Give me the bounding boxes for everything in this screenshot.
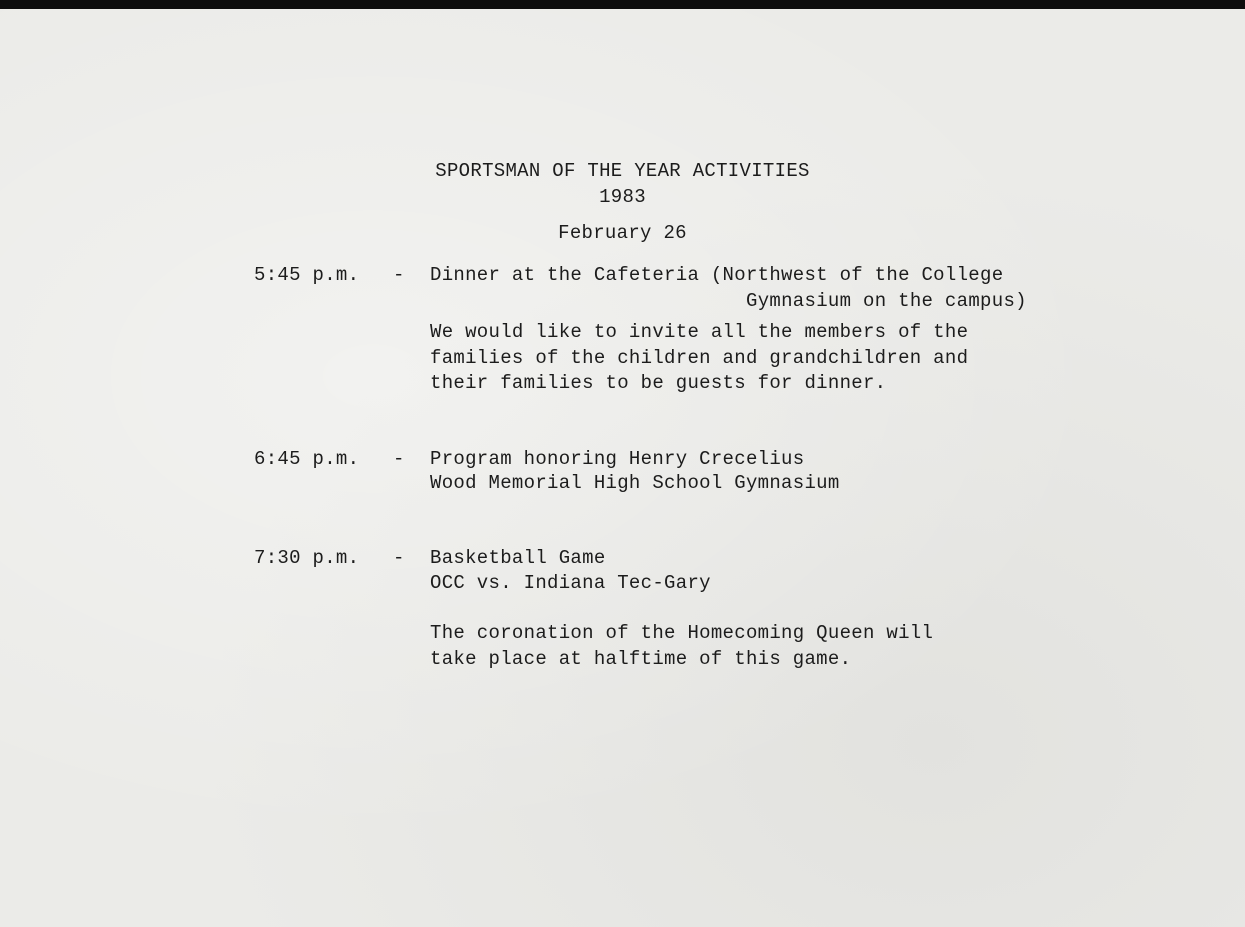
schedule-event-3-line-2: OCC vs. Indiana Tec-Gary [430, 572, 711, 594]
schedule-note-1-line-3: their families to be guests for dinner. [430, 372, 887, 394]
schedule-time-3: 7:30 p.m. [254, 547, 360, 569]
document-title: SPORTSMAN OF THE YEAR ACTIVITIES [435, 160, 810, 182]
schedule-event-1-line-2: Gymnasium on the campus) [746, 290, 1027, 312]
schedule-time-2: 6:45 p.m. [254, 448, 360, 470]
document-year: 1983 [599, 186, 646, 208]
scan-border [0, 0, 1245, 9]
schedule-event-3-line-1: Basketball Game [430, 547, 606, 569]
schedule-separator-2: - [393, 448, 405, 470]
schedule-note-1-line-2: families of the children and grandchildren and [430, 347, 969, 369]
schedule-note-3-line-1: The coronation of the Homecoming Queen will [430, 622, 934, 644]
schedule-separator-1: - [393, 264, 405, 286]
schedule-event-2-line-1: Program honoring Henry Crecelius [430, 448, 805, 470]
schedule-separator-3: - [393, 547, 405, 569]
schedule-time-1: 5:45 p.m. [254, 264, 360, 286]
schedule-event-2-line-2: Wood Memorial High School Gymnasium [430, 472, 840, 494]
document-date: February 26 [558, 222, 687, 244]
schedule-event-1-line-1: Dinner at the Cafeteria (Northwest of the College [430, 264, 1004, 286]
schedule-note-3-line-2: take place at halftime of this game. [430, 648, 852, 670]
schedule-note-1-line-1: We would like to invite all the members of the [430, 321, 969, 343]
